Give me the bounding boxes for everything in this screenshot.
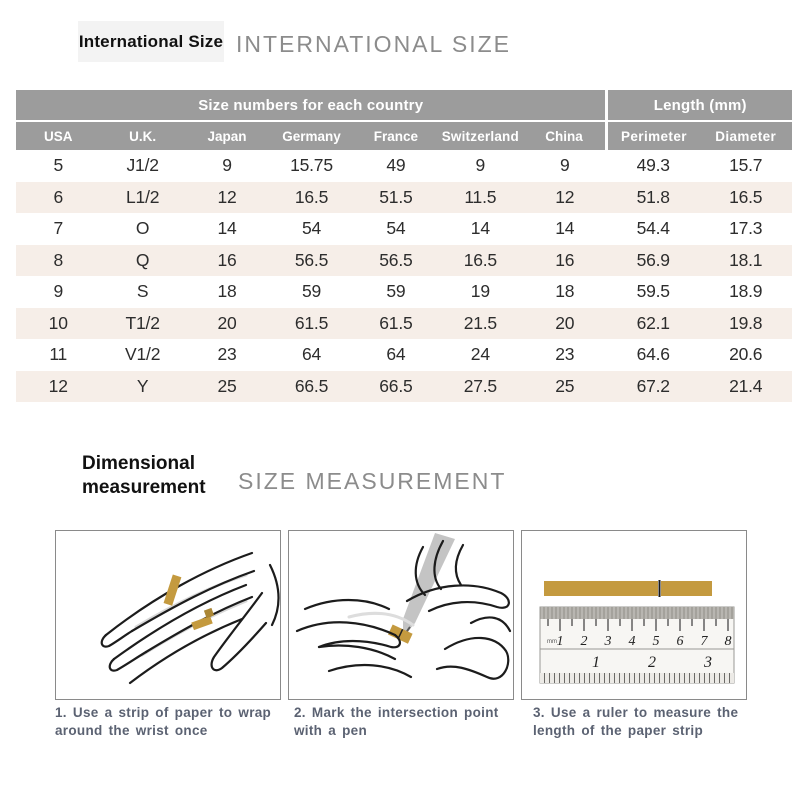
table-cell: 59 [386, 281, 406, 302]
step3-box [521, 530, 747, 700]
col-header-perimeter: Perimeter [607, 121, 699, 150]
ruler-and-paper-strip-illustration [522, 531, 746, 699]
step1-caption: 1. Use a strip of paper to wrap around the wrist once [55, 705, 272, 739]
table-cell: T1/2 [125, 312, 160, 333]
table-row [16, 276, 792, 308]
table-cell: 18 [217, 281, 237, 302]
table-cell: 64.6 [636, 344, 670, 365]
table-cell: 23 [555, 344, 575, 365]
table-cell: 64 [301, 344, 322, 365]
col-header-germany: Germany [269, 121, 353, 150]
table-cell: 11.5 [464, 186, 497, 207]
table-row [16, 182, 792, 214]
table-cell: 64 [386, 344, 406, 365]
table-cell: 16 [217, 249, 237, 270]
table-cell: 24 [470, 344, 490, 365]
svg-text:5: 5 [652, 634, 660, 649]
table-cell: 16.5 [463, 249, 497, 270]
table-cell: 18 [555, 281, 575, 302]
col-header-china: China [523, 121, 607, 150]
table-group-header-row [16, 90, 792, 121]
ruler-mm-label: mm [547, 639, 557, 645]
table-cell: 6 [53, 186, 63, 207]
table-cell: 12 [48, 375, 68, 396]
table-cell: 14 [470, 218, 490, 239]
table-cell: 11 [49, 344, 68, 365]
table-cell: 16.5 [729, 186, 763, 207]
table-row [16, 371, 792, 403]
table-cell: 62.1 [636, 312, 670, 333]
svg-text:2: 2 [580, 634, 588, 649]
table-cell: 14 [217, 218, 237, 239]
svg-text:3: 3 [704, 654, 712, 671]
table-cell: 59.5 [636, 281, 670, 302]
hand-marking-with-pen-illustration [289, 531, 513, 699]
size-table-body [16, 150, 792, 402]
table-cell: 18.9 [729, 281, 763, 302]
table-cell: 20 [217, 312, 237, 333]
table-cell: 9 [222, 155, 232, 176]
table-cell: L1/2 [126, 186, 160, 207]
svg-text:7: 7 [700, 634, 708, 649]
table-cell: 5 [53, 155, 63, 176]
group-header-countries: Size numbers for each country [16, 90, 607, 121]
step2-caption: 2. Mark the intersection point with a pen [294, 705, 499, 739]
table-cell: 15.7 [729, 155, 763, 176]
svg-text:8: 8 [724, 634, 732, 649]
section2-badge: Dimensional measurement [82, 452, 232, 500]
table-cell: 59 [301, 281, 322, 302]
table-row [16, 308, 792, 340]
table-cell: 54 [301, 218, 322, 239]
table-cell: V1/2 [125, 344, 161, 365]
svg-text:3: 3 [604, 634, 612, 649]
table-cell: 10 [48, 312, 68, 333]
table-row [16, 213, 792, 245]
col-header-japan: Japan [185, 121, 269, 150]
svg-text:6: 6 [676, 634, 684, 649]
svg-text:1: 1 [592, 654, 600, 671]
table-row [16, 245, 792, 277]
table-cell: 23 [217, 344, 237, 365]
hand-with-paper-strip-illustration [56, 531, 280, 699]
table-cell: 14 [555, 218, 575, 239]
table-cell: 54.4 [636, 218, 670, 239]
table-cell: 61.5 [294, 312, 329, 333]
step1-box [55, 530, 281, 700]
table-cell: 12 [217, 186, 237, 207]
col-header-france: France [354, 121, 438, 150]
table-cell: 19 [470, 281, 490, 302]
group-header-length: Length (mm) [607, 90, 792, 121]
table-cell: 16 [555, 249, 575, 270]
step3-caption: 3. Use a ruler to measure the length of the paper strip [533, 705, 739, 739]
table-cell: 49.3 [636, 155, 670, 176]
table-cell: 27.5 [463, 375, 497, 396]
table-row [16, 150, 792, 182]
table-cell: 16.5 [294, 186, 329, 207]
table-cell: 25 [217, 375, 237, 396]
table-cell: 51.5 [379, 186, 413, 207]
table-cell: 54 [386, 218, 406, 239]
table-cell: 9 [475, 155, 486, 176]
table-cell: 21.4 [729, 375, 763, 396]
table-cell: Q [135, 249, 150, 270]
table-cell: 9 [559, 155, 570, 176]
table-row [16, 339, 792, 371]
col-header-switzerland: Switzerland [438, 121, 522, 150]
col-header-uk: U.K. [100, 121, 184, 150]
table-cell: S [136, 281, 149, 302]
table-cell: 20.6 [729, 344, 763, 365]
section2-title: SIZE MEASUREMENT [238, 468, 507, 494]
table-column-header-row [16, 121, 792, 150]
table-cell: 51.8 [636, 186, 670, 207]
table-cell: 66.5 [379, 375, 413, 396]
table-cell: 61.5 [379, 312, 413, 333]
svg-text:1: 1 [556, 634, 564, 649]
table-cell: 8 [53, 249, 63, 270]
col-header-usa: USA [16, 121, 100, 150]
table-cell: J1/2 [126, 155, 159, 176]
table-cell: 21.5 [463, 312, 497, 333]
table-cell: 56.5 [379, 249, 413, 270]
table-cell: O [135, 218, 150, 239]
table-cell: 56.9 [636, 249, 670, 270]
table-cell: 20 [555, 312, 575, 333]
table-cell: 25 [555, 375, 575, 396]
section1-badge: International Size [78, 21, 224, 62]
svg-text:4: 4 [628, 634, 636, 649]
table-cell: 15.75 [290, 155, 333, 176]
table-cell: 9 [53, 281, 63, 302]
table-cell: 18.1 [729, 249, 763, 270]
table-cell: 56.5 [294, 249, 329, 270]
table-cell: 7 [53, 218, 63, 239]
table-cell: 19.8 [729, 312, 763, 333]
table-cell: 49 [386, 155, 406, 176]
measurement-steps [55, 530, 747, 700]
section1-title: INTERNATIONAL SIZE [236, 31, 511, 57]
step2-box [288, 530, 514, 700]
col-header-diameter: Diameter [699, 121, 792, 150]
step-captions [55, 704, 765, 740]
table-cell: 67.2 [636, 375, 670, 396]
table-cell: 17.3 [729, 218, 763, 239]
table-cell: 66.5 [294, 375, 329, 396]
table-cell: 12 [555, 186, 575, 207]
table-cell: Y [136, 375, 149, 396]
svg-text:2: 2 [648, 654, 656, 671]
size-table [16, 90, 792, 402]
